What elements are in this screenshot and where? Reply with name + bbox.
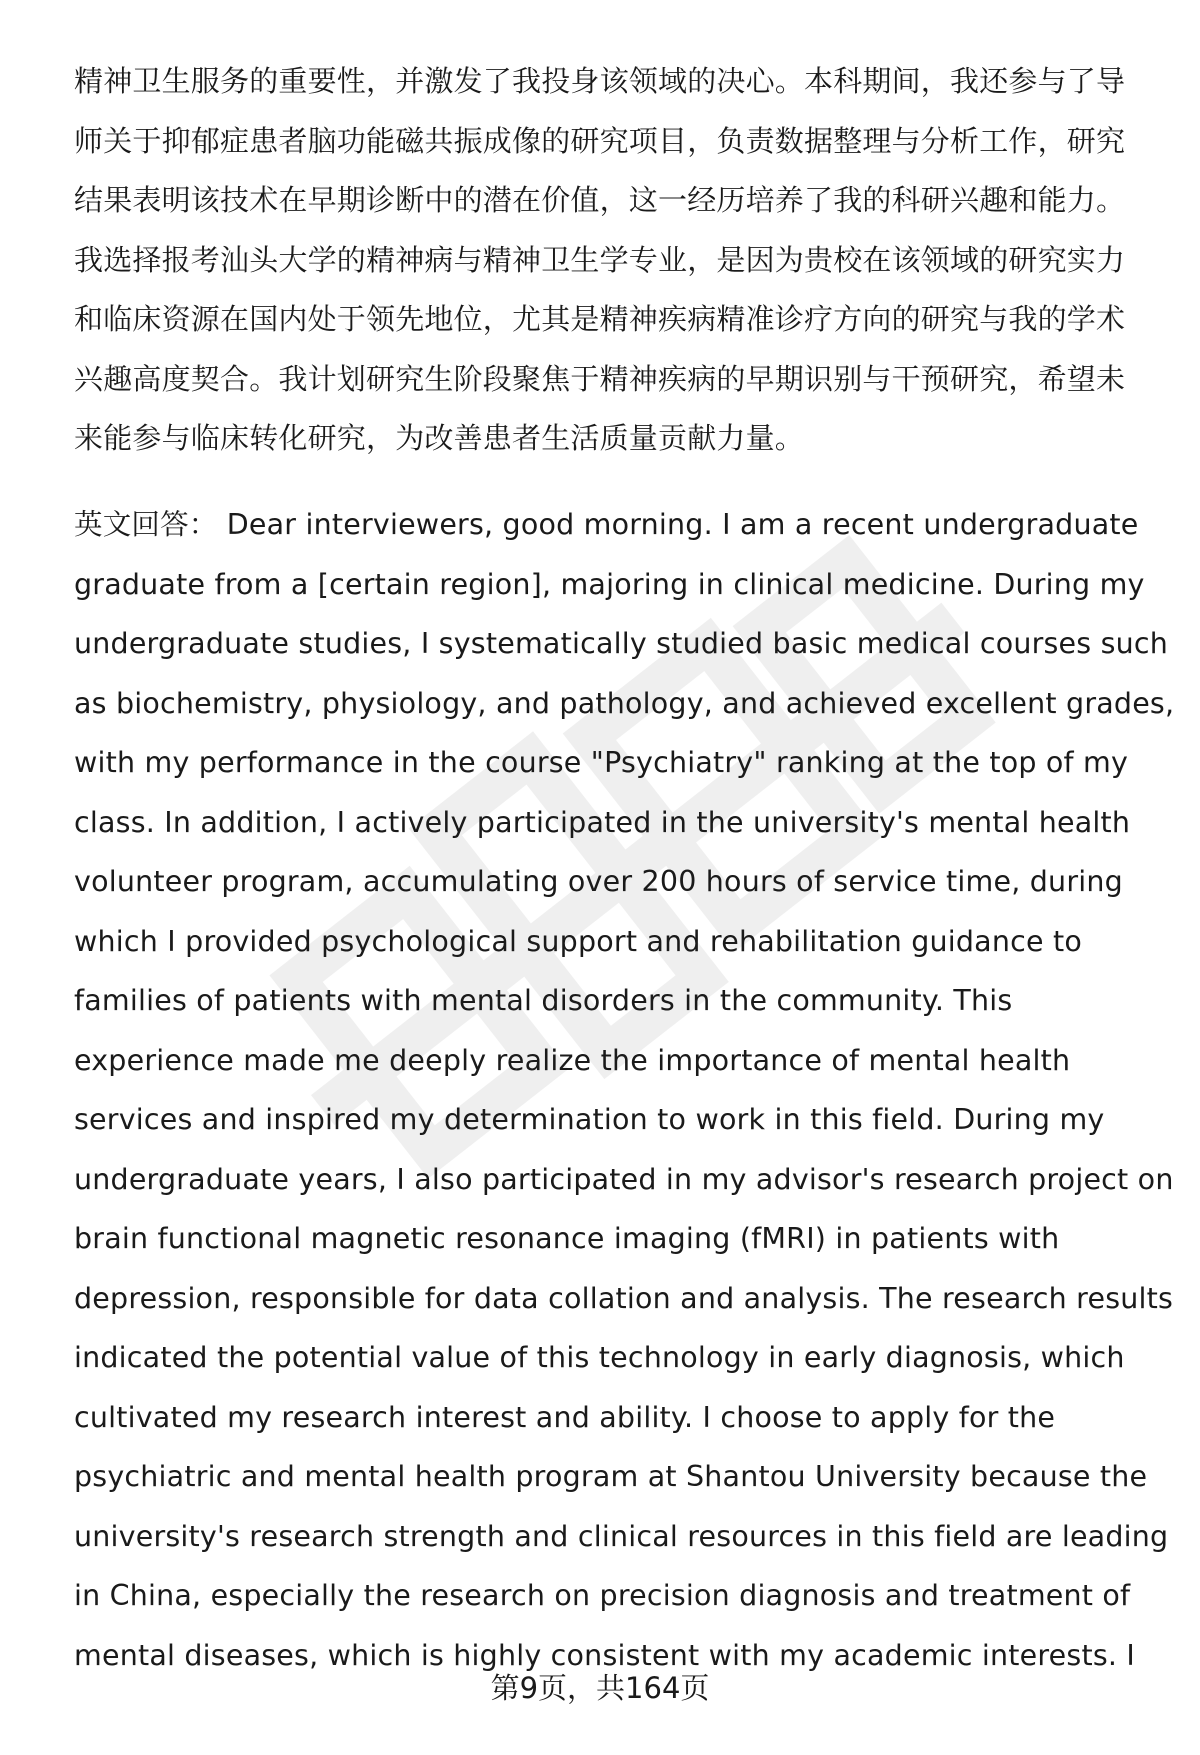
- text-line: services and inspired my determination to work in this field. During my: [74, 1103, 1105, 1136]
- text-line: brain functional magnetic resonance imaging (fMRI) in patients with: [74, 1222, 1060, 1255]
- text-line: university's research strength and clinical resources in this field are leading: [74, 1519, 1169, 1553]
- page-number-footer: 第9页，共164页: [490, 1671, 710, 1705]
- text-line: class. In addition, I actively participated in the university's mental health: [74, 805, 1131, 839]
- text-line: with my performance in the course "Psychiatry" ranking at the top of my: [74, 746, 1129, 779]
- text-line: 结果表明该技术在早期诊断中的潜在价值，这一经历培养了我的科研兴趣和能力。: [74, 183, 1126, 217]
- text-line: 师关于抑郁症患者脑功能磁共振成像的研究项目，负责数据整理与分析工作，研究: [74, 123, 1126, 158]
- text-line: 和临床资源在国内处于领先地位，尤其是精神疾病精准诊疗方向的研究与我的学术: [74, 302, 1126, 336]
- text-line: psychiatric and mental health program at Shantou University because the: [74, 1460, 1148, 1493]
- text-line: mental diseases, which is highly consistent with my academic interests. I: [74, 1638, 1136, 1672]
- text-line: 来能参与临床转化研究，为改善患者生活质量贡献力量。: [74, 421, 805, 455]
- text-line: indicated the potential value of this technology in early diagnosis, which: [74, 1341, 1125, 1374]
- text-line: as biochemistry, physiology, and pathology, and achieved excellent grades,: [74, 686, 1175, 720]
- text-line: 我选择报考汕头大学的精神病与精神卫生学专业，是因为贵校在该领域的研究实力: [74, 242, 1126, 277]
- text-line: undergraduate years, I also participated in my advisor's research project on: [74, 1162, 1174, 1196]
- text-line: cultivated my research interest and ability. I choose to apply for the: [74, 1400, 1056, 1434]
- text-line: 兴趣高度契合。我计划研究生阶段聚焦于精神疾病的早期识别与干预研究，希望未: [74, 361, 1126, 396]
- text-line: graduate from a [certain region], majoring in clinical medicine. During my: [74, 567, 1145, 601]
- text-line: undergraduate studies, I systematically studied basic medical courses such: [74, 627, 1169, 660]
- text-line: which I provided psychological support and rehabilitation guidance to: [74, 924, 1082, 958]
- text-line: volunteer program, accumulating over 200 hours of service time, during: [74, 865, 1123, 898]
- text-line: 精神卫生服务的重要性，并激发了我投身该领域的决心。本科期间，我还参与了导: [74, 64, 1126, 98]
- text-line: depression, responsible for data collation and analysis. The research results: [74, 1281, 1174, 1315]
- text-line: 英文回答： Dear interviewers, good morning. I am a recent undergraduate: [74, 508, 1139, 541]
- text-line: experience made me deeply realize the importance of mental health: [74, 1043, 1071, 1077]
- english-answer-paragraph: [74, 495, 1175, 1685]
- chinese-paragraph: [74, 52, 1144, 469]
- text-line: families of patients with mental disorders in the community. This: [74, 984, 1013, 1017]
- text-line: in China, especially the research on precision diagnosis and treatment of: [74, 1579, 1131, 1612]
